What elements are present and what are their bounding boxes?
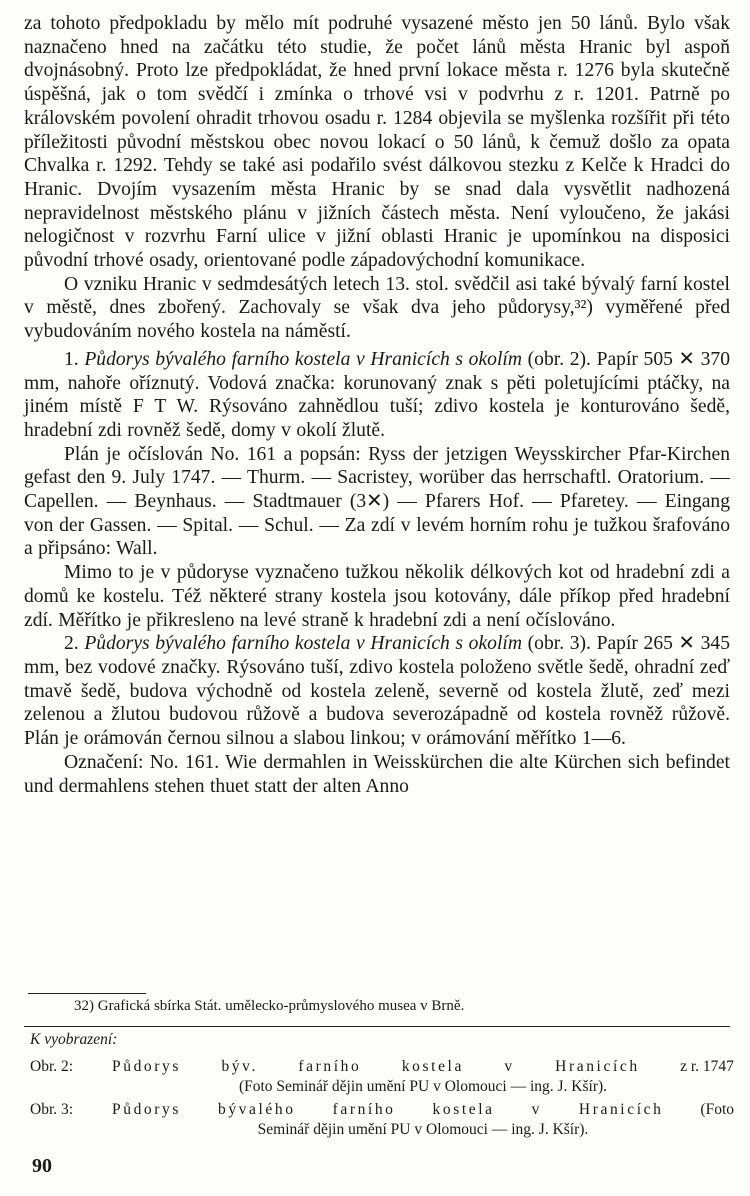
paragraph-4: Plán je očíslován No. 161 a popsán: Ryss der jetzigen Weysskircher Pfar-Kirchen gefast den 9. July 1747. — Thurm. — Sacristey, worüber das herrschaftl. Oratorium. — Capellen. — Beynhaus. — Stadtmauer (3✕) — Pfarers Hof. — Pfaretey. — Eingang von der Gassen. — Spital. — Schul. — Za zdí v levém horním rohu je tužkou šrafováno a připsáno: Wall. <box>24 443 730 560</box>
caption-word: Půdorys <box>112 1101 182 1119</box>
caption-word: bývalého <box>217 1101 296 1119</box>
caption-word: farního <box>298 1057 362 1075</box>
caption-word: kostela <box>401 1057 464 1075</box>
item-description: (obr. 3). Papír 265 ✕ 345 mm, bez vodové značky. Rýsováno tuší, zdivo kostela položeno světle šedě, ohradní zeď tmavě šedě, budova východně od kostela zeleně, severně od kostela žlutě, zeď mezi zelenou a žlutou budovou růžově a budova severozápadně od kostela rovněž růžově. Plán je orámován černou silnou a slabou linkou; v orámování měřítko 1—6. <box>24 633 730 750</box>
item-title: Půdorys bývalého farního kostela v Hranicích s okolím <box>84 348 523 370</box>
item-number: 2. <box>64 633 79 655</box>
caption-label: Obr. 2: <box>30 1057 74 1075</box>
caption-credit: (Foto Seminář dějin umění PU v Olomouci — ing. J. Kšír). <box>238 1077 608 1095</box>
paragraph-3 <box>24 348 730 443</box>
caption-word: (Foto <box>700 1101 734 1119</box>
item-description: (obr. 2). Papír 505 ✕ 370 mm, nahoře oříznutý. Vodová značka: korunovaný znak s pěti poletujícími ptáčky, na jiném místě F T W. Rýsováno zahnědlou tuší; zdivo kostela je konturováno šedě, hradební zdi rovněž šedě, domy v okolí žlutě. <box>24 348 730 441</box>
item-number: 1. <box>64 348 79 370</box>
caption-word: farního <box>332 1101 396 1119</box>
caption-label: Obr. 3: <box>30 1101 74 1119</box>
footnote-marker: 32) <box>74 998 94 1014</box>
figure-captions <box>30 1030 734 1144</box>
paragraph-1: za tohoto předpokladu by mělo mít podruhé vysazené město jen 50 lánů. Bylo však naznačeno hned na začátku této studie, že počet lánů města Hranic byl aspoň dvojnásobný. Proto lze předpokládat, že hned první lokace města r. 1276 byla skutečně úspěšná, jak o tom svědčí i zmínka o trhové vsi v podvrhu z r. 1201. Patrně po královském povolení ohradit trhovou osadu r. 1284 objevila se myšlenka rozšířit při této příležitosti původní městskou obec novou lokací o 50 lánů, k čemuž došlo za opata Chvalka r. 1292. Tehdy se také asi podařilo svést dálkovou stezku z Kelče k Hradci do Hranic. Dvojím vysazením města Hranic by se snad dala vysvětlit nadhozená nepravidelnost městského plánu v jižních částech města. Není vyloučeno, že jakási nelogičnost v rozvrhu Farní ulice v jižní oblasti Hranic je upomínkou na disposici původní trhové osady, orientované podle západovýchodní komunikace. <box>24 13 730 272</box>
caption-word: z r. 1747 <box>680 1057 734 1075</box>
body-text <box>24 12 730 798</box>
page-number: 90 <box>32 1155 52 1177</box>
paragraph-6 <box>24 632 730 751</box>
footnote-text: Grafická sbírka Stát. umělecko-průmyslového musea v Brně. <box>97 998 465 1014</box>
caption-credit: Seminář dějin umění PU v Olomouci — ing. J. Kšír). <box>257 1121 589 1139</box>
captions-divider <box>24 1026 730 1027</box>
caption-fig-3 <box>30 1100 734 1140</box>
caption-word: v <box>531 1101 542 1119</box>
caption-word: kostela <box>432 1101 495 1119</box>
caption-fig-2 <box>30 1057 734 1097</box>
footnote-divider <box>28 993 146 994</box>
caption-word: v <box>504 1057 515 1075</box>
caption-word: Půdorys <box>112 1057 182 1075</box>
footnote <box>74 996 734 1016</box>
paragraph-7: Označení: No. 161. Wie dermahlen in Weisskürchen die alte Kürchen sich befindet und dermahlens stehen thuet statt der alten Anno <box>24 751 730 797</box>
item-title: Půdorys bývalého farního kostela v Hranicích s okolím <box>84 633 523 655</box>
paragraph-5: Mimo to je v půdoryse vyznačeno tužkou několik délkových kot od hradební zdi a domů ke kostelu. Též některé strany kostela jsou kotovány, dále příkop před hradební zdí. Měřítko je přikresleno na levé straně k hradební zdi a není očíslováno. <box>24 562 730 631</box>
caption-word: Hranicích <box>578 1101 664 1119</box>
paragraph-2: O vzniku Hranic v sedmdesátých letech 13. stol. svědčil asi také bývalý farní kostel v městě, dnes zbořený. Zachovaly se však dva jeho půdorysy,³²) vyměřené před vybudováním nového kostela na náměstí. <box>24 273 730 343</box>
caption-word: Hranicích <box>555 1057 640 1075</box>
captions-heading: K vyobrazení: <box>30 1031 118 1048</box>
caption-word: býv. <box>221 1057 258 1075</box>
